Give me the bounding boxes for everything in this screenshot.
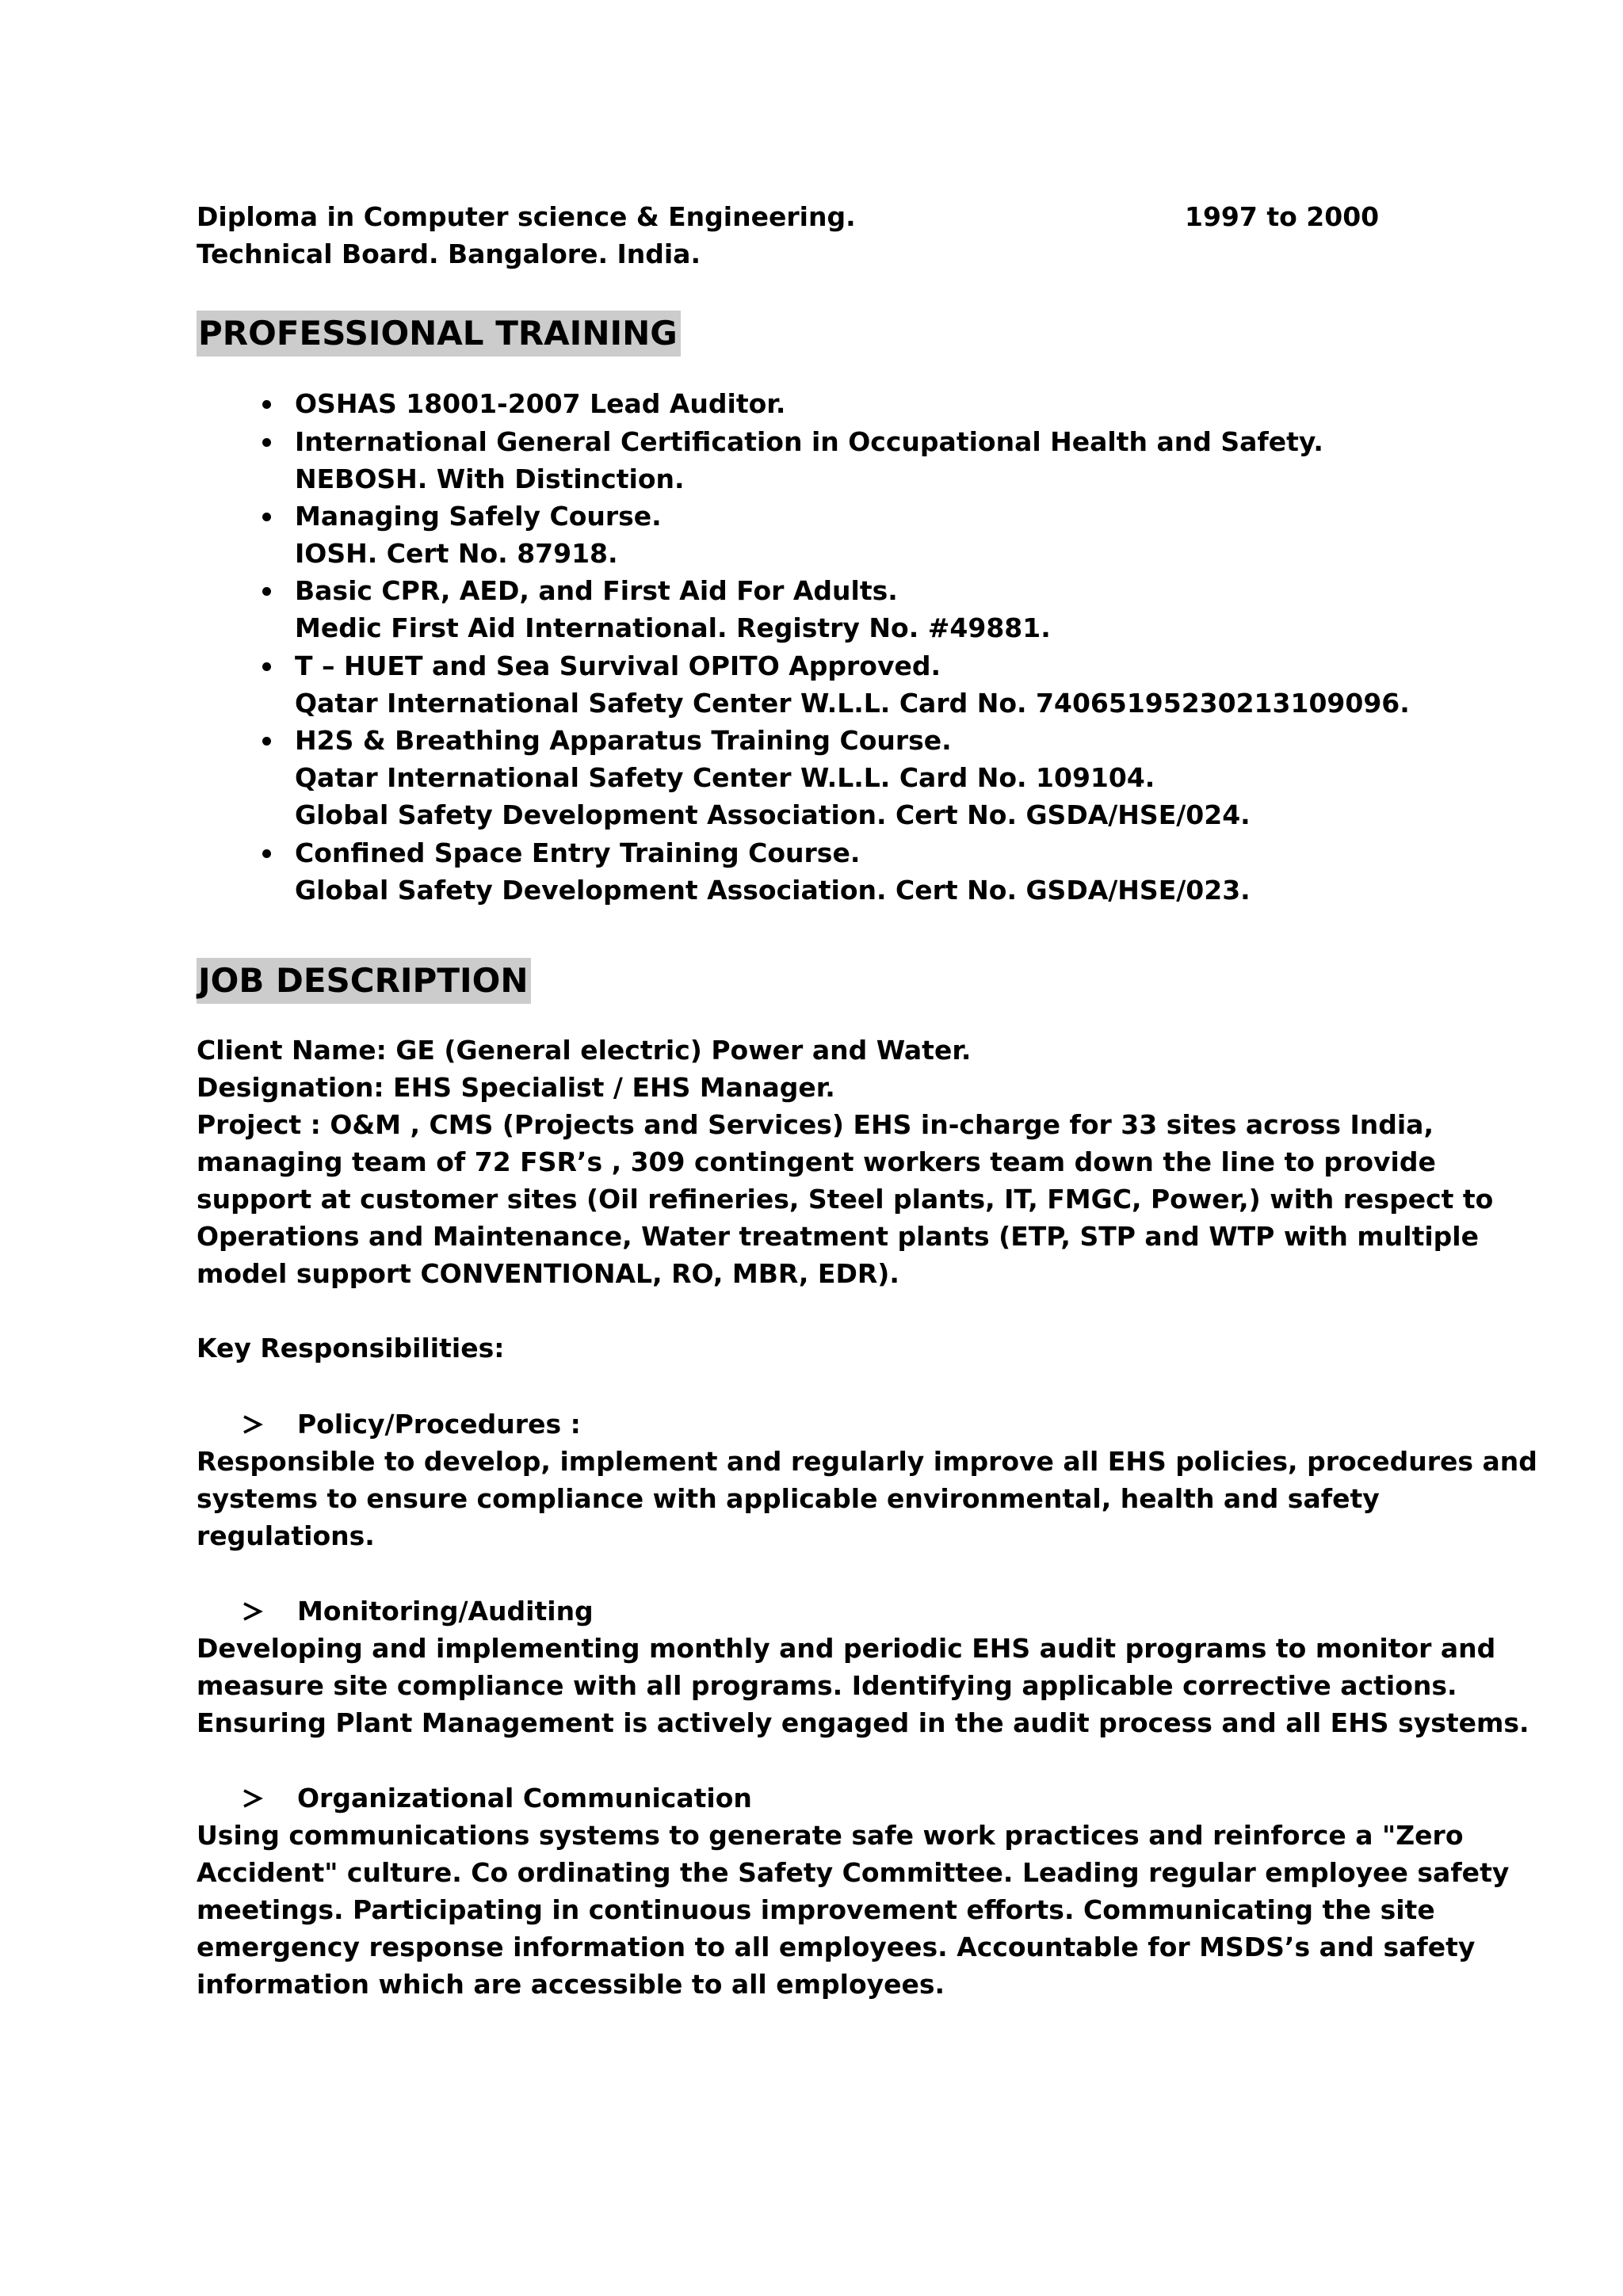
training-line: IOSH. Cert No. 87918.: [295, 538, 618, 569]
training-line: International General Certification in Occupational Health and Safety.: [295, 426, 1323, 457]
responsibility-line: Ensuring Plant Management is actively engaged in the audit process and all EHS systems.: [197, 1707, 1529, 1738]
responsibility-title: [247, 1592, 594, 1630]
responsibility-title: [247, 1779, 752, 1817]
responsibility-line: Accident" culture. Co ordinating the Safety Committee. Leading regular employee safety: [197, 1857, 1510, 1888]
project-line: model support CONVENTIONAL, RO, MBR, EDR).: [197, 1258, 899, 1289]
responsibility-line: emergency response information to all employees. Accountable for MSDS’s and safety: [197, 1932, 1476, 1962]
education-diploma: Diploma in Computer science & Engineering.: [197, 201, 856, 232]
bullet-icon: [262, 737, 271, 746]
training-line: OSHAS 18001-2007 Lead Auditor.: [295, 388, 786, 419]
responsibility-line: measure site compliance with all programs. Identifying applicable corrective actions.: [197, 1670, 1457, 1701]
bullet-icon: [262, 400, 271, 409]
training-item: [295, 498, 662, 572]
key-responsibilities-label: Key Responsibilities:: [197, 1333, 505, 1363]
responsibility-title: [247, 1405, 581, 1443]
training-line: Qatar International Safety Center W.L.L. Card No. 74065195230213109096.: [295, 688, 1410, 719]
training-line: H2S & Breathing Apparatus Training Course.: [295, 725, 952, 756]
arrowhead-bullet-icon: [241, 1405, 265, 1443]
training-line: NEBOSH. With Distinction.: [295, 463, 685, 494]
training-item: [295, 572, 1051, 646]
training-line: Qatar International Safety Center W.L.L. Card No. 109104.: [295, 762, 1155, 793]
training-line: Global Safety Development Association. Cert No. GSDA/HSE/023.: [295, 875, 1251, 906]
designation: Designation: EHS Specialist / EHS Manager.: [197, 1072, 835, 1103]
bullet-icon: [262, 587, 271, 596]
training-line: Medic First Aid International. Registry No. #49881.: [295, 612, 1051, 643]
training-item: [295, 647, 1410, 722]
arrowhead-bullet-icon: [241, 1592, 265, 1630]
bullet-icon: [262, 662, 271, 671]
education-years: 1997 to 2000: [1185, 201, 1380, 232]
training-item: [295, 385, 785, 422]
project-line: support at customer sites (Oil refineries, Steel plants, IT, FMGC, Power,) with respect to: [197, 1184, 1494, 1215]
responsibility-line: regulations.: [197, 1520, 375, 1551]
project-line: managing team of 72 FSR’s , 309 contingent workers team down the line to provide: [197, 1146, 1436, 1177]
training-line: Managing Safely Course.: [295, 501, 662, 532]
responsibility-title-text: Policy/Procedures :: [297, 1409, 581, 1440]
project-line: Project : O&M , CMS (Projects and Services) EHS in-charge for 33 sites across India,: [197, 1109, 1434, 1140]
training-line: Confined Space Entry Training Course.: [295, 837, 861, 868]
responsibility-title-text: Monitoring/Auditing: [297, 1596, 594, 1627]
training-line: Global Safety Development Association. Cert No. GSDA/HSE/024.: [295, 799, 1251, 830]
client-name: Client Name: GE (General electric) Power and Water.: [197, 1035, 972, 1066]
arrowhead-bullet-icon: [241, 1779, 265, 1817]
training-item: [295, 834, 1251, 909]
responsibility-line: information which are accessible to all employees.: [197, 1969, 945, 2000]
bullet-icon: [262, 513, 271, 521]
project-line: Operations and Maintenance, Water treatment plants (ETP, STP and WTP with multiple: [197, 1221, 1479, 1252]
responsibility-line: Developing and implementing monthly and periodic EHS audit programs to monitor and: [197, 1633, 1496, 1664]
training-line: T – HUET and Sea Survival OPITO Approved.: [295, 650, 941, 681]
education-board: Technical Board. Bangalore. India.: [197, 238, 701, 269]
responsibility-line: systems to ensure compliance with applicable environmental, health and safety: [197, 1483, 1380, 1514]
responsibility-line: Using communications systems to generate safe work practices and reinforce a "Zero: [197, 1820, 1464, 1851]
responsibility-title-text: Organizational Communication: [297, 1783, 752, 1814]
training-item: [295, 423, 1323, 498]
training-item: [295, 722, 1251, 833]
training-line: Basic CPR, AED, and First Aid For Adults.: [295, 575, 898, 606]
section-heading-professional-training: PROFESSIONAL TRAINING: [197, 311, 681, 357]
responsibility-line: meetings. Participating in continuous improvement efforts. Communicating the site: [197, 1894, 1435, 1925]
bullet-icon: [262, 849, 271, 858]
bullet-icon: [262, 438, 271, 447]
section-heading-job-description: JOB DESCRIPTION: [197, 958, 531, 1004]
responsibility-line: Responsible to develop, implement and regularly improve all EHS policies, procedures and: [197, 1446, 1537, 1477]
